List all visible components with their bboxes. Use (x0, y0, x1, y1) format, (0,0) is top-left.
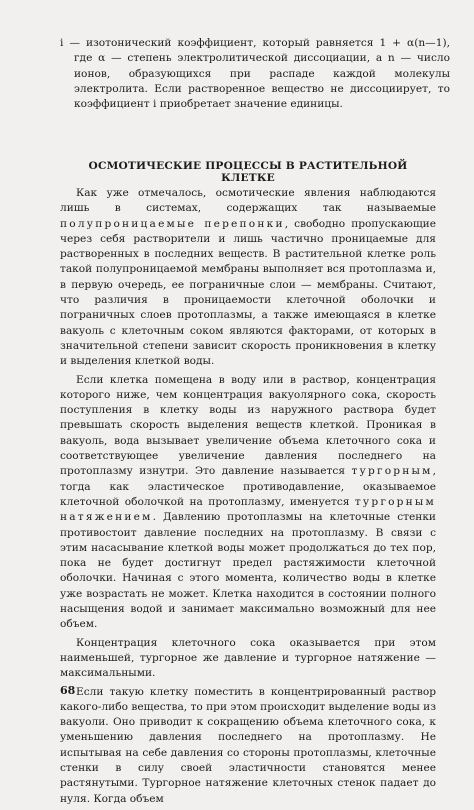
paragraph-4: Если такую клетку поместить в концентрированный раствор какого-либо вещества, то при этом происходит выделение воды из вакуоли. Оно приводит к сокращению объема клеточного сока, к уменьшению давления последнего на протоплазму. Не испытывая на себе давления со стороны протоплазмы, клеточные стенки в силу своей эластичности становятся менее растянутыми. Тургорное натяжение клеточных стенок падает до нуля. Когда объем (60, 685, 437, 805)
paragraph-2-part-c: . Давлению протоплазмы на клеточные стенки противостоит давление последних на протоплазму. В связи с этим насасывание клеткой воды может продолжаться до тех пор, пока не будет достигнут предел растяжимости клеточной оболочки. Начиная с этого момента, количество воды в клетке уже возрастать не может. Клетка находится в состоянии полного насыщения водой и занимает максимально возможный для нее объем. (60, 511, 436, 631)
paragraph-1-part-a: Как уже отмечалось, осмотические явления наблюдаются лишь в системах, содержащих так называемые (60, 187, 436, 215)
section-heading: ОСМОТИЧЕСКИЕ ПРОЦЕССЫ В РАСТИТЕЛЬНОЙ КЛЕТКЕ (88, 160, 408, 184)
paragraph-1 (60, 186, 436, 370)
term-turgor-tension: тургорным натяжением (60, 495, 436, 524)
paragraph-1-part-b: , свободно пропускающие через себя растворители и лишь частично проницаемые для растворенных в последних веществ. В растительной клетке роль такой полупроницаемой мембраны выполняет вся протоплазма и, в первую очередь, ее пограничные слои — мембраны. Считают, что различия в проницаемости клеточной оболочки и пограничных слоев протоплазмы, а также имеющаяся в клетке вакуоль с клеточным соком являются факторами, от которых в значительной степени зависит скорость проникновения в клетку и выделения клеткой воды. (60, 217, 436, 368)
paragraph-2 (60, 373, 436, 633)
page-number: 68 (60, 684, 76, 697)
term-semipermeable-membranes: полупроницаемые перепонки (60, 217, 285, 230)
term-turgor: тургорным (351, 465, 433, 478)
body-text (60, 186, 436, 810)
coefficient-definition: i — изотонический коэффициент, который равняется 1 + α(n—1), где α — степень электролитической диссоциации, а n — число ионов, образующихся при распаде каждой молекулы электролита. Если растворенное вещество не диссоциирует, то коэффициент i приобретает значение единицы. (60, 37, 450, 111)
paragraph-2-part-a: Если клетка помещена в воду или в раствор, концентрация которого ниже, чем концентрация вакуолярного сока, скорость поступления в клетку воды из наружного раствора будет превышать скорость выделения веществ клеткой. Проникая в вакуоль, вода вызывает увеличение объема клеточного сока и соответствующее увеличение давления последнего на протоплазму изнутри. Это давление называется (60, 373, 436, 478)
paragraph-2-part-b: , тогда как эластическое противодавление, оказываемое клеточной оболочкой на протоплазму, именуется (60, 465, 436, 508)
paragraph-3: Концентрация клеточного сока оказывается при этом наименьшей, тургорное же давление и тургорное натяжение — максимальными. (60, 636, 436, 680)
